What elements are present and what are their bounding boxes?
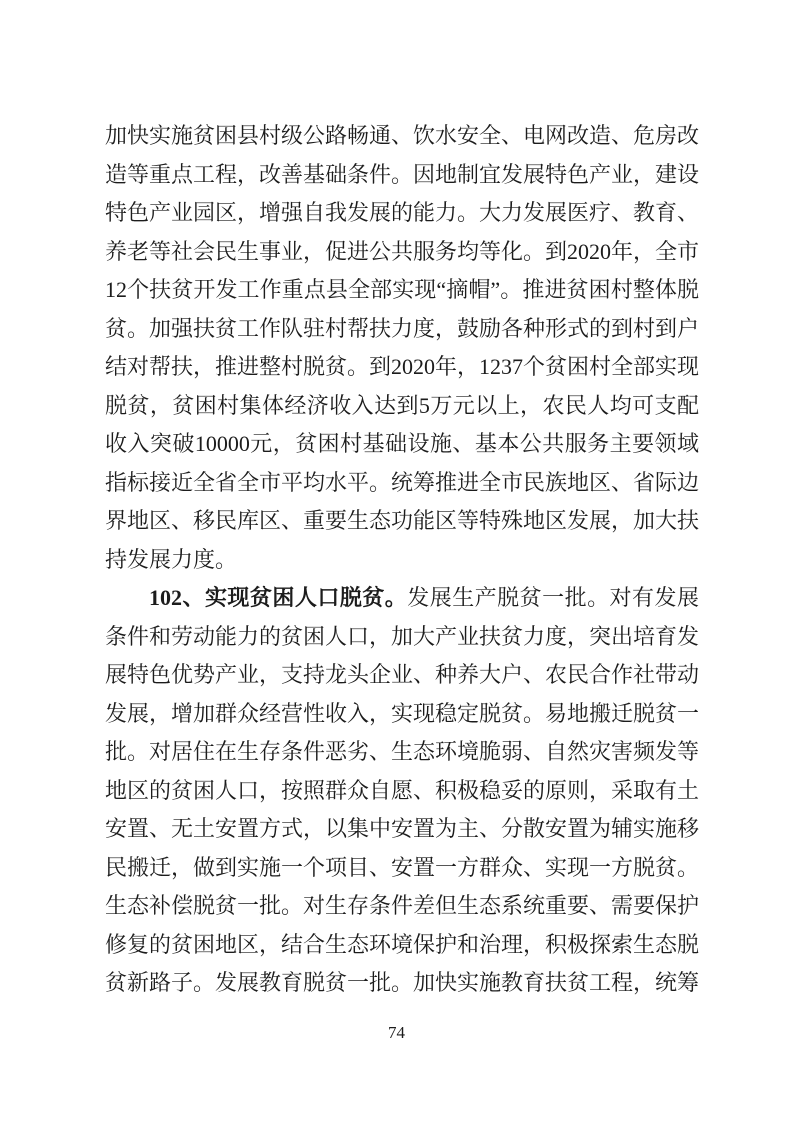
paragraph-body-text: 加快实施贫困县村级公路畅通、饮水安全、电网改造、危房改造等重点工程，改善基础条件。因地制宜发展特色产业，建设特色产业园区，增强自我发展的能力。大力发展医疗、教育、养老等社会民生事业，促进公共服务均等化。到2020年，全市12个扶贫开发工作重点县全部实现“摘帽”。推进贫困村整体脱贫。加强扶贫工作队驻村帮扶力度，鼓励各种形式的到村到户结对帮扶，推进整村脱贫。到2020年，1237个贫困村全部实现脱贫，贫困村集体经济收入达到5万元以上，农民人均可支配收入突破10000元，贫困村基础设施、基本公共服务主要领域指标接近全省全市平均水平。统筹推进全市民族地区、省际边界地区、移民库区、重要生态功能区等特殊地区发展，加大扶持发展力度。 bbox=[105, 123, 700, 572]
paragraph-bold-heading: 102、实现贫困人口脱贫。 bbox=[149, 585, 408, 610]
continuation-paragraph bbox=[105, 117, 699, 579]
document-text-block bbox=[105, 117, 699, 1003]
item-102-paragraph bbox=[105, 579, 699, 1003]
paragraph-body-text: 发展生产脱贫一批。对有发展条件和劳动能力的贫困人口，加大产业扶贫力度，突出培育发展特色优势产业，支持龙头企业、种养大户、农民合作社带动发展，增加群众经营性收入，实现稳定脱贫。易地搬迁脱贫一批。对居住在生存条件恶劣、生态环境脆弱、自然灾害频发等地区的贫困人口，按照群众自愿、积极稳妥的原则，采取有土安置、无土安置方式，以集中安置为主、分散安置为辅实施移民搬迁，做到实施一个项目、安置一方群众、实现一方脱贫。生态补偿脱贫一批。对生存条件差但生态系统重要、需要保护修复的贫困地区，结合生态环境保护和治理，积极探索生态脱贫新路子。发展教育脱贫一批。加快实施教育扶贫工程，统筹 bbox=[105, 585, 700, 995]
page-number: 74 bbox=[388, 1023, 405, 1042]
